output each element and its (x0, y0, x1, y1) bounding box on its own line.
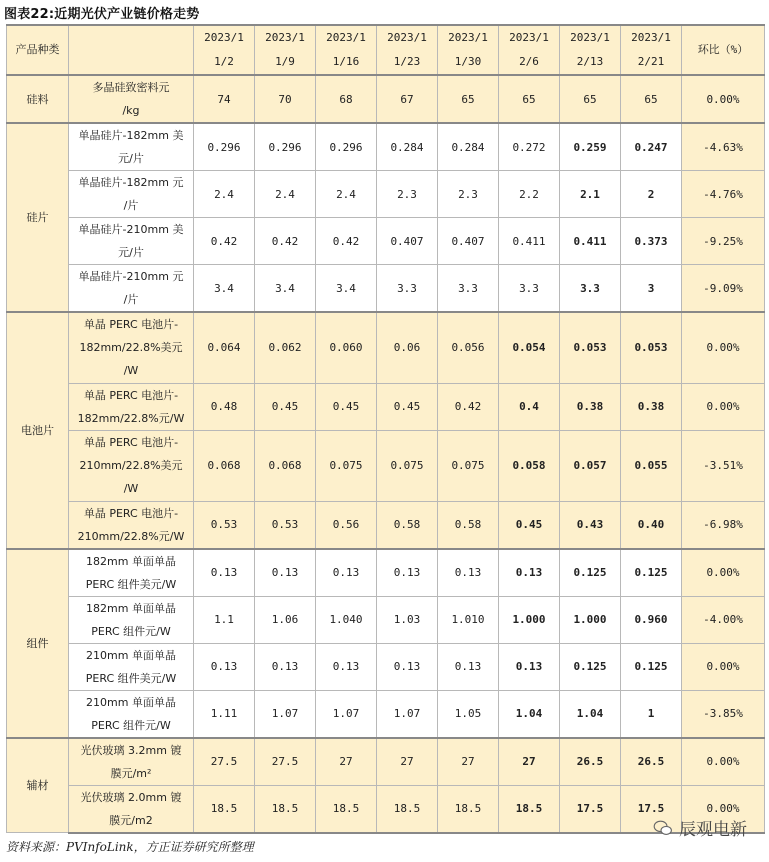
price-cell: 0.58 (377, 501, 438, 549)
price-cell: 3.4 (255, 265, 316, 313)
category-cell: 组件 (7, 549, 69, 738)
price-cell: 27.5 (255, 738, 316, 786)
price-cell: 0.125 (621, 549, 682, 597)
price-cell: 0.45 (255, 383, 316, 430)
price-cell: 0.296 (194, 123, 255, 171)
price-cell: 0.060 (316, 312, 377, 383)
price-cell: 1.04 (499, 690, 560, 738)
header-change: 环比（%） (682, 25, 765, 75)
price-cell: 65 (621, 75, 682, 123)
price-cell: 1.000 (560, 596, 621, 643)
price-cell: 0.296 (255, 123, 316, 171)
price-cell: 0.058 (499, 430, 560, 501)
product-cell: 182mm 单面单晶 PERC 组件美元/W (69, 549, 194, 597)
price-cell: 0.13 (316, 643, 377, 690)
table-row (7, 265, 765, 313)
table-row (7, 171, 765, 218)
price-cell: 67 (377, 75, 438, 123)
price-cell: 1.1 (194, 596, 255, 643)
price-cell: 1.06 (255, 596, 316, 643)
header-date: 2023/1 2/21 (621, 25, 682, 75)
price-cell: 0.38 (560, 383, 621, 430)
price-cell: 1.010 (438, 596, 499, 643)
price-cell: 0.373 (621, 218, 682, 265)
price-cell: 0.068 (194, 430, 255, 501)
product-cell: 单晶硅片-182mm 美 元/片 (69, 123, 194, 171)
price-cell: 1.07 (377, 690, 438, 738)
price-cell: 3.3 (377, 265, 438, 313)
product-cell: 182mm 单面单晶 PERC 组件元/W (69, 596, 194, 643)
table-row (7, 738, 765, 786)
price-cell: 68 (316, 75, 377, 123)
product-cell: 单晶 PERC 电池片- 210mm/22.8%美元 /W (69, 430, 194, 501)
price-cell: 0.45 (377, 383, 438, 430)
price-cell: 0.407 (438, 218, 499, 265)
price-cell: 0.13 (377, 643, 438, 690)
price-cell: 27 (377, 738, 438, 786)
price-cell: 0.38 (621, 383, 682, 430)
product-cell: 单晶 PERC 电池片- 182mm/22.8%元/W (69, 383, 194, 430)
price-cell: 70 (255, 75, 316, 123)
price-cell: 0.055 (621, 430, 682, 501)
price-cell: 0.075 (377, 430, 438, 501)
change-cell: 0.00% (682, 383, 765, 430)
change-cell: -6.98% (682, 501, 765, 549)
change-cell: -9.25% (682, 218, 765, 265)
change-cell: 0.00% (682, 643, 765, 690)
category-cell: 辅材 (7, 738, 69, 833)
figure-title: 图表22:近期光伏产业链价格走势 (4, 7, 200, 22)
table-row (7, 643, 765, 690)
price-cell: 0.13 (438, 643, 499, 690)
product-cell: 单晶 PERC 电池片- 210mm/22.8%元/W (69, 501, 194, 549)
price-cell: 0.125 (560, 549, 621, 597)
price-cell: 18.5 (438, 785, 499, 833)
table-row (7, 383, 765, 430)
price-cell: 0.42 (194, 218, 255, 265)
price-cell: 3.4 (316, 265, 377, 313)
product-cell: 单晶硅片-210mm 美 元/片 (69, 218, 194, 265)
price-cell: 0.075 (316, 430, 377, 501)
price-cell: 0.13 (316, 549, 377, 597)
price-cell: 0.075 (438, 430, 499, 501)
price-cell: 0.411 (560, 218, 621, 265)
price-cell: 0.40 (621, 501, 682, 549)
price-cell: 1.000 (499, 596, 560, 643)
table-row (7, 123, 765, 171)
price-cell: 27 (499, 738, 560, 786)
price-cell: 1.07 (255, 690, 316, 738)
price-cell: 26.5 (621, 738, 682, 786)
price-cell: 0.06 (377, 312, 438, 383)
product-cell: 多晶硅致密料元 /kg (69, 75, 194, 123)
price-cell: 18.5 (255, 785, 316, 833)
price-cell: 65 (438, 75, 499, 123)
price-cell: 2.4 (194, 171, 255, 218)
price-cell: 27 (438, 738, 499, 786)
price-cell: 0.259 (560, 123, 621, 171)
table-row (7, 312, 765, 383)
price-cell: 1.07 (316, 690, 377, 738)
price-cell: 0.48 (194, 383, 255, 430)
price-cell: 2.3 (438, 171, 499, 218)
table-row (7, 501, 765, 549)
price-cell: 18.5 (316, 785, 377, 833)
price-cell: 3.3 (438, 265, 499, 313)
category-cell: 硅片 (7, 123, 69, 312)
change-cell: 0.00% (682, 549, 765, 597)
change-cell: -4.63% (682, 123, 765, 171)
category-cell: 硅料 (7, 75, 69, 123)
price-cell: 0.58 (438, 501, 499, 549)
price-cell: 27 (316, 738, 377, 786)
price-cell: 2.3 (377, 171, 438, 218)
price-cell: 0.45 (499, 501, 560, 549)
price-cell: 0.062 (255, 312, 316, 383)
price-cell: 0.45 (316, 383, 377, 430)
price-cell: 0.53 (194, 501, 255, 549)
price-cell: 27.5 (194, 738, 255, 786)
header-date: 2023/1 1/30 (438, 25, 499, 75)
price-cell: 0.42 (316, 218, 377, 265)
price-cell: 0.272 (499, 123, 560, 171)
table-row (7, 596, 765, 643)
price-cell: 0.42 (255, 218, 316, 265)
price-cell: 0.4 (499, 383, 560, 430)
price-cell: 2.1 (560, 171, 621, 218)
price-cell: 65 (560, 75, 621, 123)
price-cell: 0.43 (560, 501, 621, 549)
change-cell: -9.09% (682, 265, 765, 313)
price-cell: 0.13 (255, 549, 316, 597)
header-date: 2023/1 2/13 (560, 25, 621, 75)
price-cell: 0.068 (255, 430, 316, 501)
price-cell: 1.03 (377, 596, 438, 643)
change-cell: 0.00% (682, 312, 765, 383)
price-cell: 74 (194, 75, 255, 123)
product-cell: 单晶 PERC 电池片- 182mm/22.8%美元 /W (69, 312, 194, 383)
price-cell: 3.3 (499, 265, 560, 313)
price-cell: 1.040 (316, 596, 377, 643)
change-cell: -3.85% (682, 690, 765, 738)
price-cell: 2.4 (255, 171, 316, 218)
price-cell: 0.13 (377, 549, 438, 597)
header-date: 2023/1 1/2 (194, 25, 255, 75)
change-cell: -3.51% (682, 430, 765, 501)
price-table (6, 24, 765, 834)
table-row (7, 549, 765, 597)
price-cell: 65 (499, 75, 560, 123)
price-cell: 1.04 (560, 690, 621, 738)
price-cell: 17.5 (621, 785, 682, 833)
price-cell: 3.3 (560, 265, 621, 313)
source-note: 资料来源：PVInfoLink，方正证券研究所整理 (6, 840, 254, 854)
price-cell: 3 (621, 265, 682, 313)
change-cell: 0.00% (682, 785, 765, 833)
price-cell: 18.5 (377, 785, 438, 833)
price-cell: 1.05 (438, 690, 499, 738)
table-row (7, 690, 765, 738)
header-date: 2023/1 1/16 (316, 25, 377, 75)
change-cell: -4.76% (682, 171, 765, 218)
category-cell: 电池片 (7, 312, 69, 549)
price-cell: 0.13 (194, 643, 255, 690)
price-cell: 1.11 (194, 690, 255, 738)
wechat-icon (653, 820, 673, 836)
price-cell: 0.054 (499, 312, 560, 383)
watermark (653, 815, 747, 840)
price-cell: 2.2 (499, 171, 560, 218)
product-cell: 光伏玻璃 2.0mm 镀 膜元/m2 (69, 785, 194, 833)
price-cell: 0.960 (621, 596, 682, 643)
price-cell: 0.13 (499, 549, 560, 597)
product-cell: 光伏玻璃 3.2mm 镀 膜元/m² (69, 738, 194, 786)
price-cell: 0.125 (621, 643, 682, 690)
product-cell: 210mm 单面单晶 PERC 组件美元/W (69, 643, 194, 690)
price-cell: 0.13 (438, 549, 499, 597)
product-cell: 210mm 单面单晶 PERC 组件元/W (69, 690, 194, 738)
price-cell: 0.284 (438, 123, 499, 171)
price-cell: 18.5 (194, 785, 255, 833)
price-cell: 0.064 (194, 312, 255, 383)
change-cell: 0.00% (682, 75, 765, 123)
price-cell: 0.13 (499, 643, 560, 690)
price-cell: 0.53 (255, 501, 316, 549)
price-cell: 18.5 (499, 785, 560, 833)
price-cell: 2 (621, 171, 682, 218)
price-cell: 0.13 (255, 643, 316, 690)
header-category: 产品种类 (7, 25, 69, 75)
price-cell: 0.247 (621, 123, 682, 171)
product-cell: 单晶硅片-210mm 元 /片 (69, 265, 194, 313)
price-cell: 17.5 (560, 785, 621, 833)
price-cell: 0.284 (377, 123, 438, 171)
watermark-text: 辰观电新 (679, 820, 747, 840)
header-date: 2023/1 1/23 (377, 25, 438, 75)
price-cell: 0.407 (377, 218, 438, 265)
price-cell: 0.057 (560, 430, 621, 501)
table-row (7, 785, 765, 833)
price-cell: 0.053 (560, 312, 621, 383)
table-row (7, 430, 765, 501)
price-cell: 0.296 (316, 123, 377, 171)
price-cell: 0.13 (194, 549, 255, 597)
price-cell: 0.42 (438, 383, 499, 430)
change-cell: 0.00% (682, 738, 765, 786)
header-product-blank (69, 25, 194, 75)
price-cell: 0.053 (621, 312, 682, 383)
price-cell: 0.56 (316, 501, 377, 549)
price-cell: 26.5 (560, 738, 621, 786)
price-cell: 3.4 (194, 265, 255, 313)
table-row (7, 75, 765, 123)
price-cell: 2.4 (316, 171, 377, 218)
price-cell: 0.125 (560, 643, 621, 690)
header-row (7, 25, 765, 75)
table-row (7, 218, 765, 265)
header-date: 2023/1 1/9 (255, 25, 316, 75)
price-cell: 0.056 (438, 312, 499, 383)
price-cell: 0.411 (499, 218, 560, 265)
change-cell: -4.00% (682, 596, 765, 643)
price-cell: 1 (621, 690, 682, 738)
product-cell: 单晶硅片-182mm 元 /片 (69, 171, 194, 218)
header-date: 2023/1 2/6 (499, 25, 560, 75)
